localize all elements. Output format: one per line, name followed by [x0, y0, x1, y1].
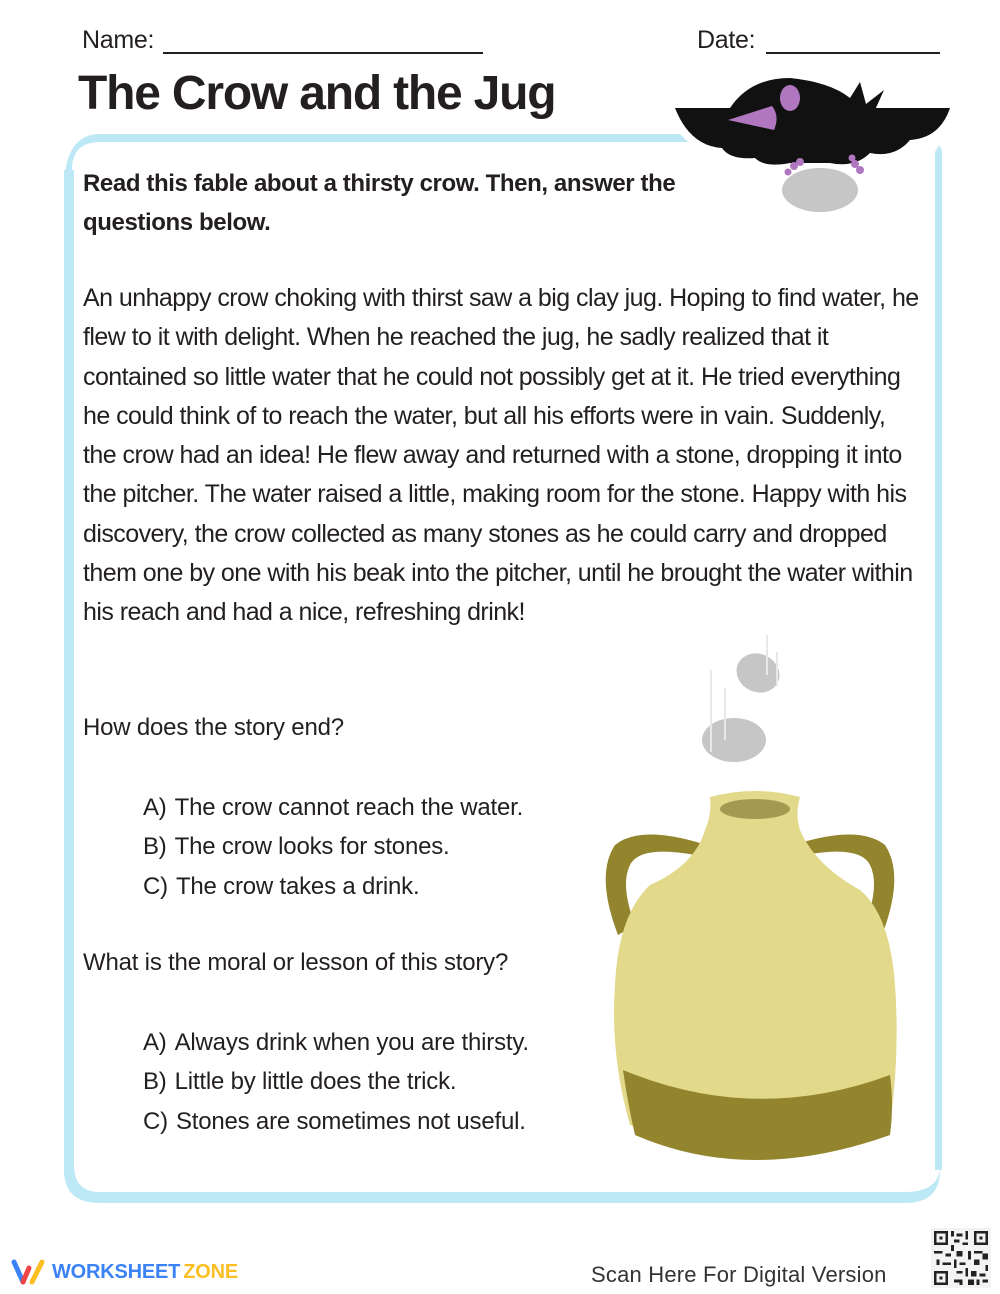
- date-label: Date:: [697, 26, 756, 54]
- logo-text-zone: ZONE: [183, 1260, 238, 1283]
- q1-option-b[interactable]: [143, 827, 523, 866]
- option-letter: C): [143, 1107, 168, 1135]
- crow-icon: [670, 68, 960, 218]
- option-letter: C): [143, 872, 168, 900]
- story-text: An unhappy crow choking with thirst saw a big clay jug. Hoping to find water, he flew to it with delight. When he reached the jug, he sadly realized that it contained so little water that he could not possibly get at it. He tried everything he could think of to reach the water, but all his efforts were in vain. Suddenly, the crow had an idea! He flew away and returned with a stone, dropping it into the pitcher. The water raised a little, making room for the stone. Happy with his discovery, the crow collected as many stones as he could carry and dropped them one by one with his beak into the pitcher, until he brought the water within his reach and had a nice, refreshing drink!: [83, 284, 919, 627]
- q1-option-a[interactable]: [143, 788, 523, 827]
- option-text: Stones are sometimes not useful.: [175, 1107, 526, 1135]
- option-letter: A): [143, 794, 167, 821]
- logo-icon: [10, 1258, 46, 1286]
- question-2: What is the moral or lesson of this story?: [83, 949, 509, 976]
- worksheet-zone-logo[interactable]: [10, 1258, 238, 1286]
- option-text: The crow looks for stones.: [174, 833, 450, 861]
- q2-option-a[interactable]: [143, 1023, 529, 1062]
- option-text: The crow takes a drink.: [175, 872, 420, 900]
- qr-code-icon[interactable]: [931, 1228, 991, 1288]
- q1-option-c[interactable]: [143, 867, 523, 906]
- option-text: Always drink when you are thirsty.: [174, 1029, 529, 1056]
- name-label: Name:: [82, 26, 155, 54]
- page-title: The Crow and the Jug: [78, 67, 556, 120]
- instructions: Read this fable about a thirsty crow. Then, answer the questions below.: [83, 170, 676, 236]
- falling-stones-icon: [690, 630, 800, 770]
- name-field-line[interactable]: [163, 52, 483, 54]
- scan-text: Scan Here For Digital Version: [591, 1262, 887, 1287]
- q2-option-b[interactable]: [143, 1062, 529, 1101]
- question-2-options: [143, 1023, 529, 1141]
- option-text: The crow cannot reach the water.: [174, 794, 524, 821]
- date-field-line[interactable]: [766, 52, 940, 54]
- q2-option-c[interactable]: [143, 1102, 529, 1141]
- logo-text-worksheet: WORKSHEET: [52, 1260, 181, 1283]
- question-1-options: [143, 788, 523, 906]
- option-letter: A): [143, 1029, 167, 1056]
- question-1: How does the story end?: [83, 714, 344, 741]
- option-text: Little by little does the trick.: [174, 1068, 457, 1096]
- option-letter: B): [143, 1068, 167, 1096]
- clay-jug-icon: [590, 785, 910, 1165]
- option-letter: B): [143, 833, 167, 861]
